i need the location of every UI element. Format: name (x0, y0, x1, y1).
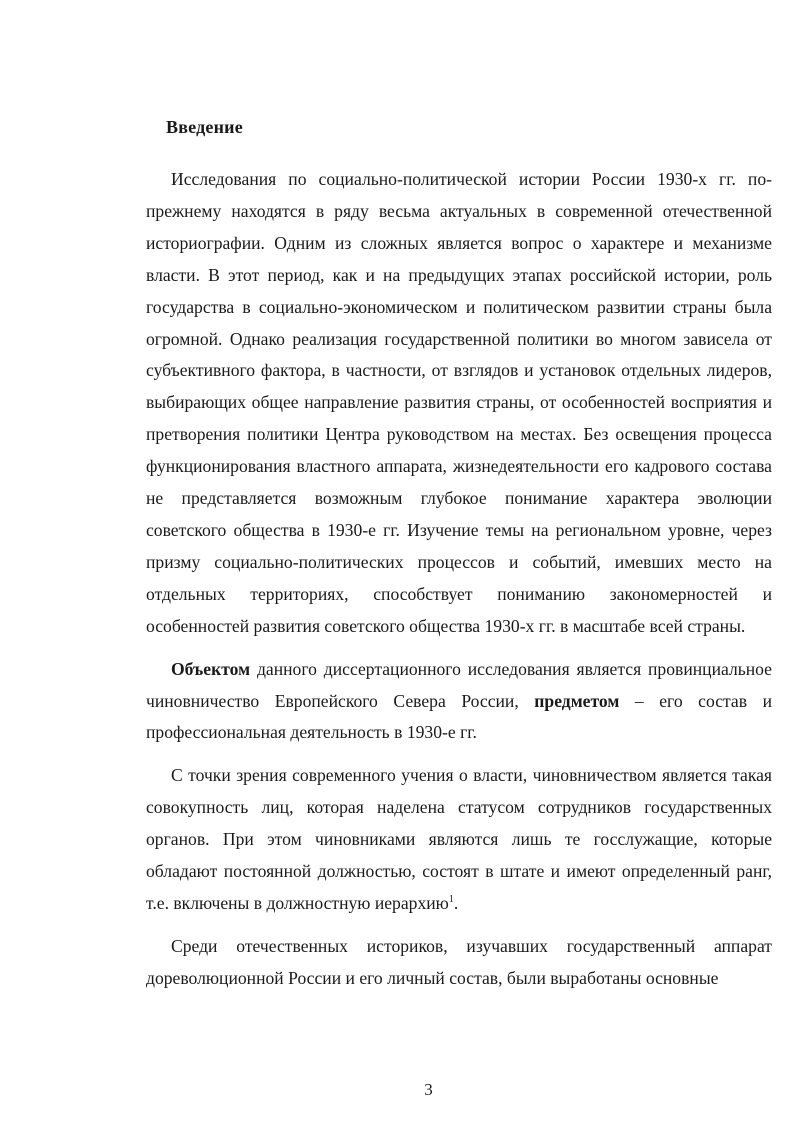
paragraph-text: . (453, 892, 459, 913)
paragraph-text: данного диссертационного исследования является провинциальное чиновничество Европейского Севера России, (146, 658, 772, 711)
footnote-reference[interactable]: 1 (448, 893, 454, 905)
term-object: Объектом (171, 658, 251, 679)
body-text (146, 164, 772, 995)
paragraph-historiography: Среди отечественных историков, изучавших государственный аппарат дореволюционной России и его личный состав, были выработаны основные (146, 935, 772, 988)
paragraph-object-subject (146, 654, 772, 750)
paragraph-text: – его состав и профессиональная деятельность в 1930-е гг. (146, 690, 772, 743)
term-subject: предметом (534, 690, 620, 711)
section-heading: Введение (166, 117, 243, 137)
paragraph-text: С точки зрения современного учения о власти, чиновничеством является такая совокупность лиц, которая наделена статусом сотрудников государственных органов. При этом чиновниками являются лишь те госслужащие, которые обладают постоянной должностью, состоят в штате и имеют определенный ранг, т.е. включены в должностную иерархию (146, 765, 772, 913)
paragraph-relevance: Исследования по социально-политической истории России 1930-х гг. по-прежнему находятся в ряду весьма актуальных в современной отечественной историографии. Одним из сложных является вопрос о характере и механизме власти. В этот период, как и на предыдущих этапах российской истории, роль государства в социально-экономическом и политическом развитии страны была огромной. Однако реализация государственной политики во многом зависела от субъективного фактора, в частности, от взглядов и установок отдельных лидеров, выбирающих общее направление развития страны, от особенностей восприятия и претворения политики Центра руководством на местах. Без освещения процесса функционирования властного аппарата, жизнедеятельности его кадрового состава не представляется возможным глубокое понимание характера эволюции советского общества в 1930-е гг. Изучение темы на региональном уровне, через призму социально-политических процессов и событий, имевших место на отдельных территориях, способствует пониманию закономерностей и особенностей развития советского общества 1930-х гг. в масштабе всей страны. (146, 169, 772, 636)
paragraph-bureaucracy-definition (146, 760, 772, 920)
page-number: 3 (424, 1080, 433, 1099)
